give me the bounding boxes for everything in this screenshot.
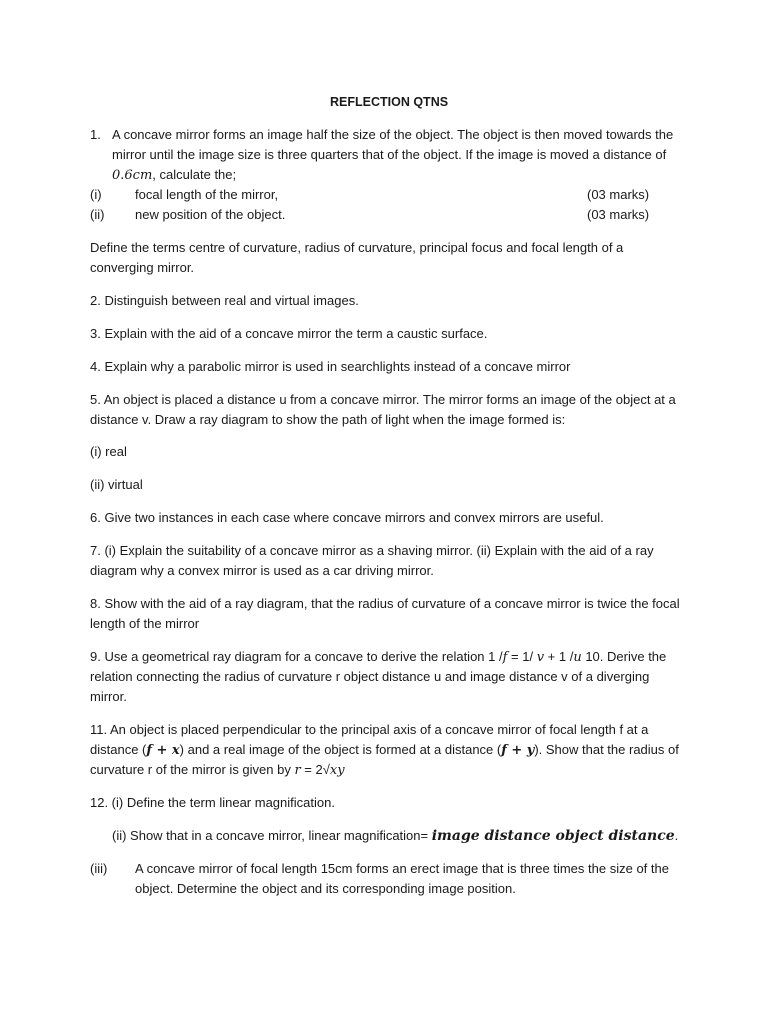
- q9-line-3: mirror.: [90, 689, 127, 704]
- q11-text-d: curvature r of the mirror is given by: [90, 762, 295, 777]
- question-4: 4. Explain why a parabolic mirror is used in searchlights instead of a concave mirror: [90, 359, 571, 374]
- q11-line-1: 11. An object is placed perpendicular to the principal axis of a concave mirror of focal length f at a: [90, 722, 649, 737]
- define-line-2: converging mirror.: [90, 260, 195, 275]
- q8-line-1: 8. Show with the aid of a ray diagram, that the radius of curvature of a concave mirror is twice the focal: [90, 596, 680, 611]
- question-6: 6. Give two instances in each case where concave mirrors and convex mirrors are useful.: [90, 510, 604, 525]
- q9-text-c: + 1 /: [544, 649, 574, 664]
- q5-line-1: 5. An object is placed a distance u from a concave mirror. The mirror forms an image of the object at a: [90, 392, 676, 407]
- q11-symbol-r: 𝑟: [294, 763, 301, 778]
- q12-part-ii-text: (ii) Show that in a concave mirror, linear magnification=: [112, 828, 432, 843]
- q9-line-2: relation connecting the radius of curvature r object distance u and image distance v of a diverging: [90, 669, 650, 684]
- q12-part-ii-end: .: [674, 828, 679, 843]
- q1-line-3: [112, 165, 236, 186]
- q7-line-2: diagram why a convex mirror is used as a car driving mirror.: [90, 563, 434, 578]
- q9-symbol-u: 𝑢: [573, 650, 582, 665]
- q1-part-ii-text: new position of the object.: [135, 207, 286, 222]
- q11-symbol-xy: 𝑥𝑦: [329, 763, 345, 778]
- q11-line-2: [90, 740, 679, 761]
- q11-line-3: [90, 760, 345, 781]
- q9-text-a: 9. Use a geometrical ray diagram for a concave to derive the relation 1 /: [90, 649, 503, 664]
- q1-part-i-marks: (03 marks): [587, 187, 650, 202]
- q1-number: 1.: [90, 127, 101, 142]
- q9-text-d: 10. Derive the: [581, 649, 667, 664]
- question-3: 3. Explain with the aid of a concave mirror the term a caustic surface.: [90, 326, 488, 341]
- q11-text-a: distance (: [90, 742, 147, 757]
- document-title: REFLECTION QTNS: [330, 95, 449, 109]
- q9-symbol-v: 𝑣: [536, 650, 545, 665]
- q5-part-ii: (ii) virtual: [90, 477, 143, 492]
- q11-text-c: ). Show that the radius of: [534, 742, 679, 757]
- q11-text-e: = 2√: [300, 762, 330, 777]
- q8-line-2: length of the mirror: [90, 616, 200, 631]
- q11-object-distance: 𝒇 + 𝒙: [146, 743, 180, 758]
- q5-part-i: (i) real: [90, 444, 127, 459]
- q9-text-b: = 1/: [507, 649, 537, 664]
- q5-line-2: distance v. Draw a ray diagram to show the path of light when the image formed is:: [90, 412, 566, 427]
- q9-line-1: [90, 647, 666, 668]
- q7-line-1: 7. (i) Explain the suitability of a concave mirror as a shaving mirror. (ii) Explain with the aid of a ray: [90, 543, 654, 558]
- q1-part-i-label: (i): [90, 187, 102, 202]
- q9-symbol-f: 𝑓: [502, 650, 508, 665]
- q12-part-i: 12. (i) Define the term linear magnification.: [90, 795, 335, 810]
- q1-part-ii-marks: (03 marks): [587, 207, 650, 222]
- q12-part-iii-label: (iii): [90, 861, 108, 876]
- q1-line-1: A concave mirror forms an image half the size of the object. The object is then moved towards the: [112, 127, 674, 142]
- q1-line-3-text: , calculate the;: [152, 167, 237, 182]
- question-2: 2. Distinguish between real and virtual images.: [90, 293, 359, 308]
- q1-line-2: mirror until the image size is three quarters that of the object. If the image is moved a distance of: [112, 147, 667, 162]
- q12-part-ii: [112, 826, 678, 846]
- q1-part-i-text: focal length of the mirror,: [135, 187, 279, 202]
- q12-part-iii-line-1: A concave mirror of focal length 15cm forms an erect image that is three times the size of the: [135, 861, 669, 876]
- q1-distance-value: 0.6𝑐𝑚: [112, 168, 153, 183]
- define-line-1: Define the terms centre of curvature, radius of curvature, principal focus and focal length of a: [90, 240, 624, 255]
- q11-text-b: ) and a real image of the object is formed at a distance (: [179, 742, 502, 757]
- q12-part-iii-line-2: object. Determine the object and its corresponding image position.: [135, 881, 516, 896]
- q11-image-distance: 𝒇 + 𝒚: [501, 743, 535, 758]
- q12-magnification-formula: 𝒊𝒎𝒂𝒈𝒆 𝒅𝒊𝒔𝒕𝒂𝒏𝒄𝒆 𝒐𝒃𝒋𝒆𝒄𝒕 𝒅𝒊𝒔𝒕𝒂𝒏𝒄𝒆: [431, 828, 675, 844]
- q1-part-ii-label: (ii): [90, 207, 105, 222]
